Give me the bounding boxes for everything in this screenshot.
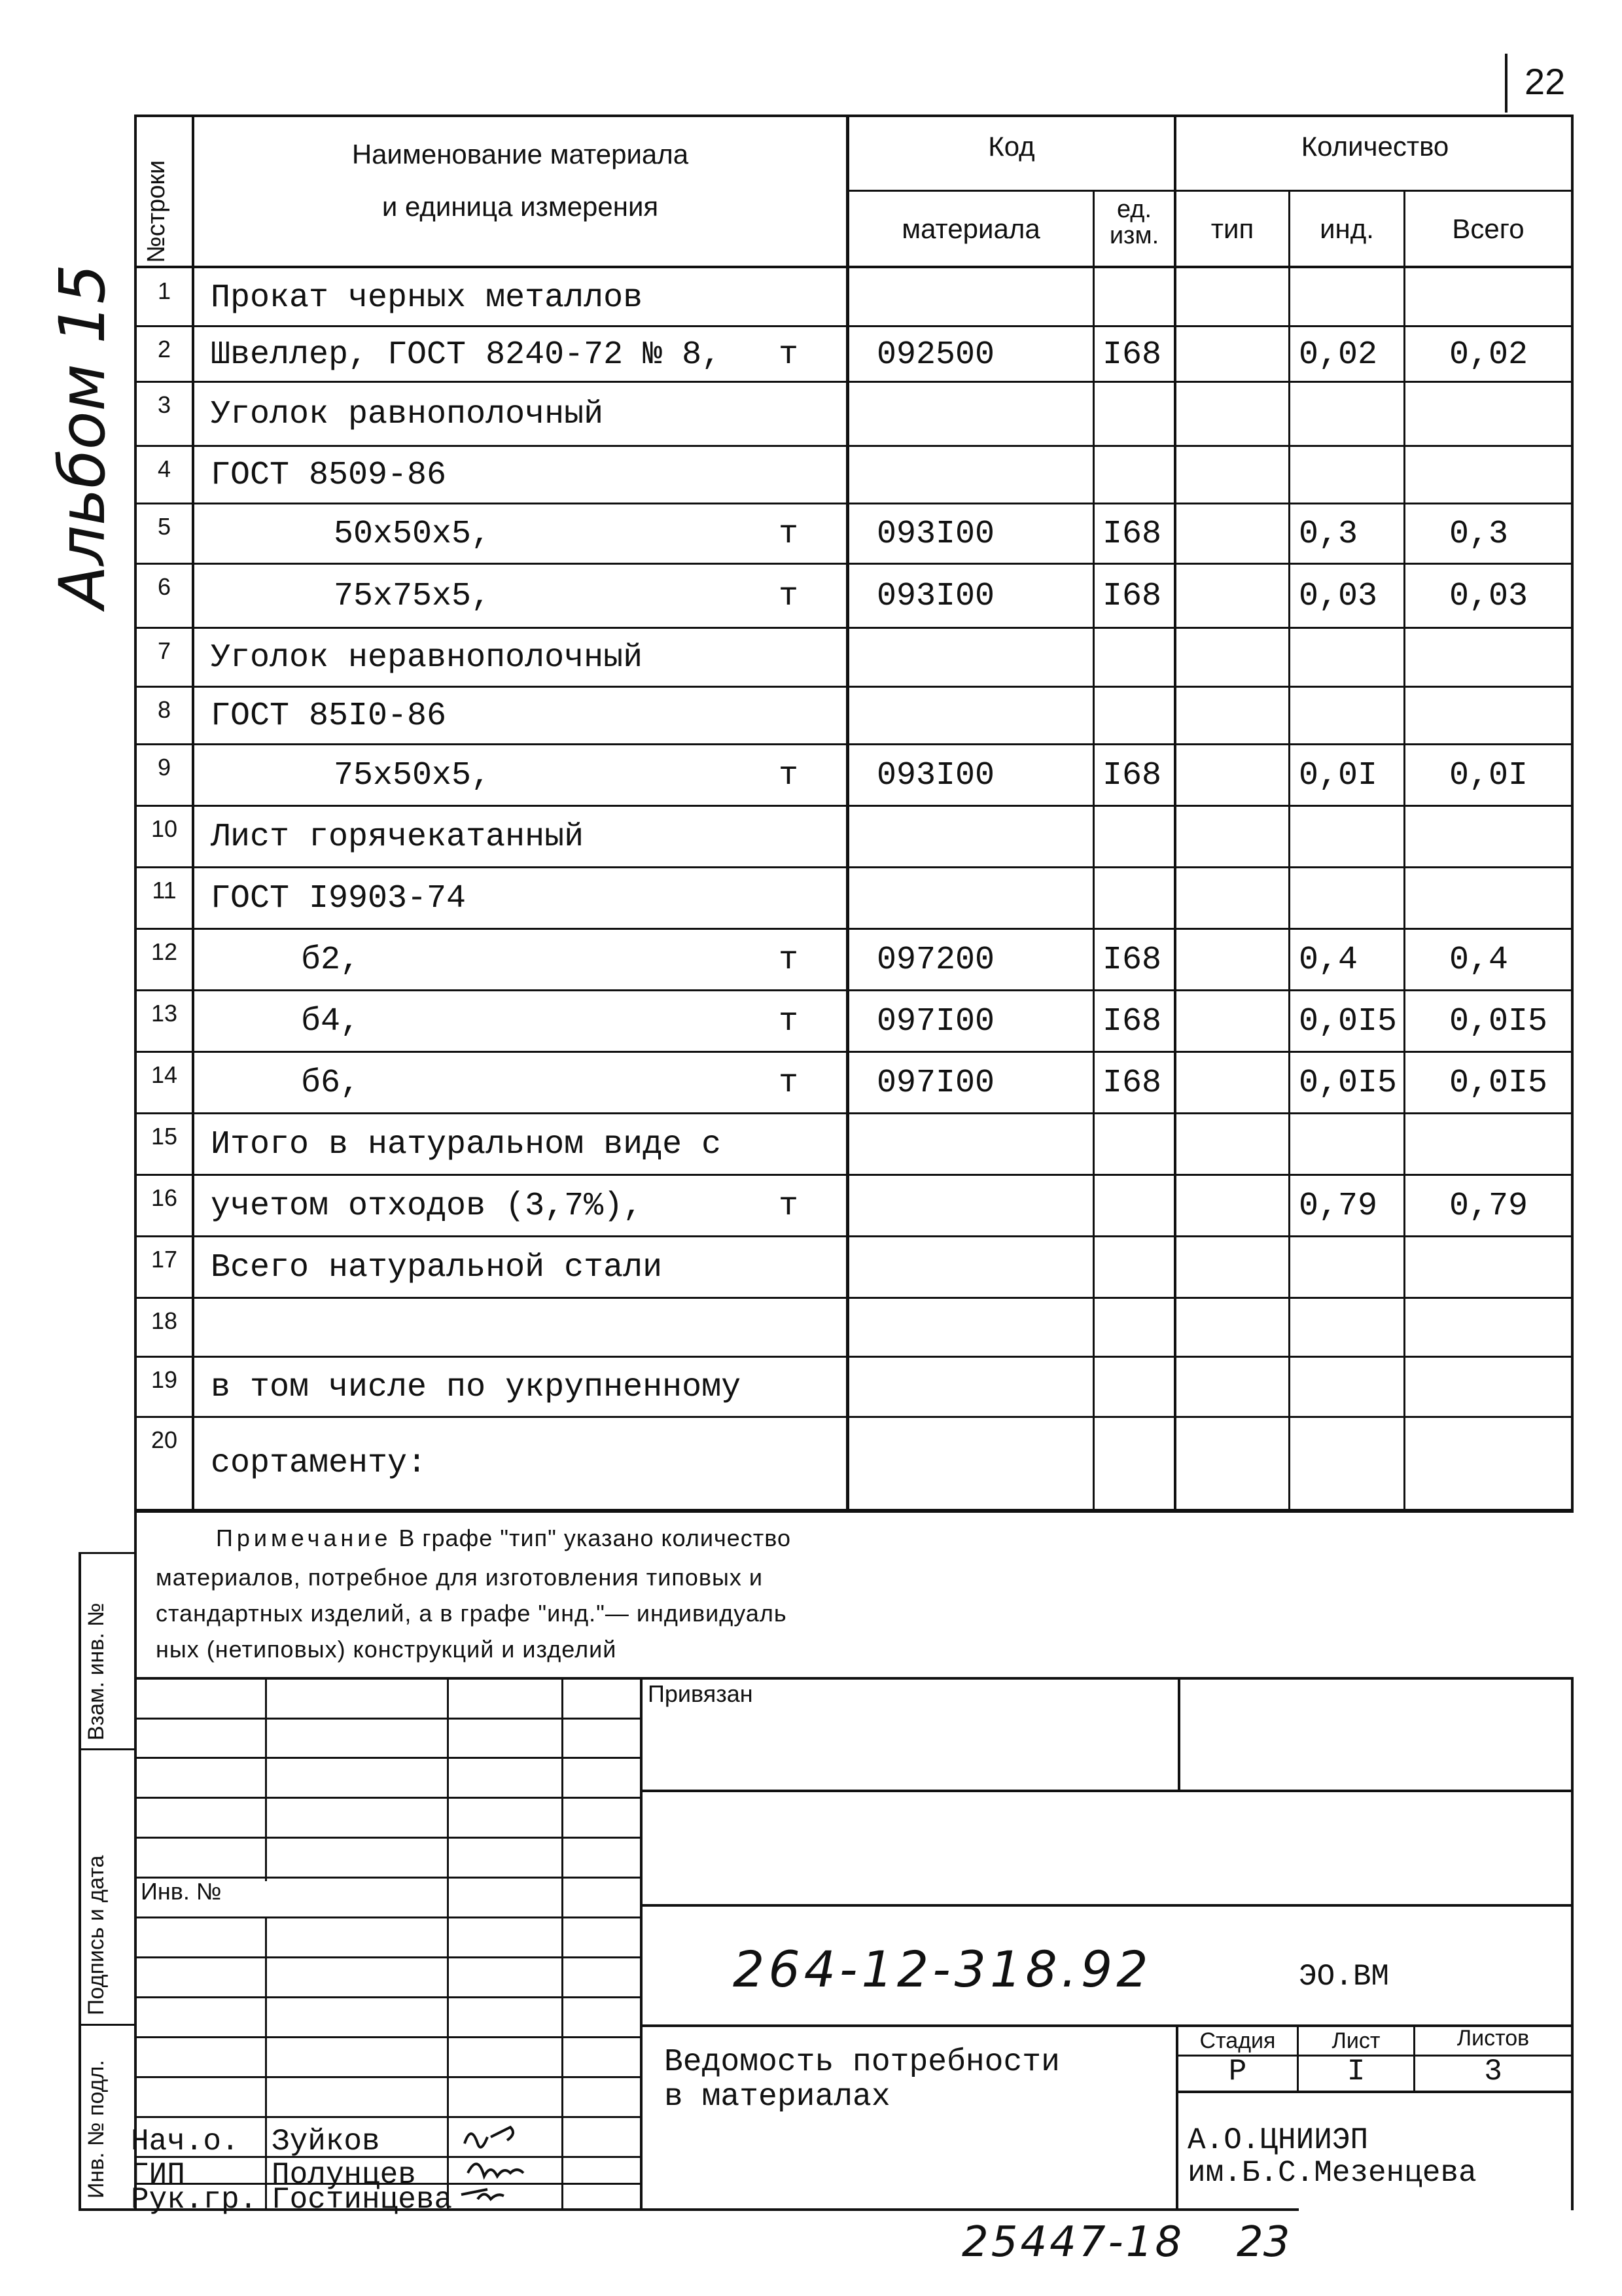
unit-label: т [779, 757, 799, 794]
document-code: ЭО.ВМ [1299, 1960, 1390, 1994]
qty-ind: 0,0I5 [1299, 1003, 1398, 1040]
code-header: Код [988, 131, 1035, 162]
role-3: Рук.гр. [131, 2183, 258, 2217]
row-divider [134, 805, 1574, 807]
footer-page: 23 [1237, 2218, 1290, 2267]
row-number: 6 [157, 573, 171, 600]
material-name: сортаменту: [211, 1445, 427, 1482]
row-number: 20 [150, 1426, 178, 1453]
name-3: Гостинцева [272, 2183, 453, 2217]
row-number: 14 [150, 1061, 178, 1088]
unit-label: т [779, 942, 799, 979]
album-handwriting: Альбом 15 [46, 264, 119, 609]
row-divider [134, 325, 1574, 327]
material-name: ГОСТ 85I0-86 [211, 698, 447, 735]
material-code: 093I00 [877, 516, 995, 553]
material-name: Уголок равнополочный [211, 396, 604, 433]
qty-type-header: тип [1210, 213, 1254, 244]
sheets-label: Листов [1456, 2026, 1530, 2051]
unit-label: т [779, 1065, 799, 1102]
unit-code: I68 [1102, 578, 1162, 615]
unit-code: I68 [1102, 1065, 1162, 1102]
unit-code: I68 [1102, 942, 1162, 979]
material-name: 75x50x5, [334, 757, 491, 794]
note-lead: Примечание [216, 1525, 392, 1551]
sheet-label: Лист [1331, 2028, 1381, 2053]
stage-value: Р [1228, 2055, 1247, 2089]
material-code: 097I00 [877, 1003, 995, 1040]
row-divider [134, 1297, 1574, 1299]
row-number: 11 [152, 877, 177, 904]
organization-line1: А.О.ЦНИИЭП [1188, 2123, 1369, 2157]
material-name: Швеллер, ГОСТ 8240-72 № 8, [211, 336, 722, 374]
material-name: б2, [301, 942, 361, 979]
row-divider [134, 686, 1574, 688]
row-number: 4 [157, 455, 171, 482]
vzam-inv-label: Взам. инв. № [84, 1602, 109, 1740]
privyazan-label: Привязан [648, 1680, 753, 1707]
unit-code: I68 [1102, 336, 1162, 374]
material-code: 097I00 [877, 1065, 995, 1102]
name-header-line2: и единица измерения [381, 191, 659, 222]
row-number: 16 [150, 1184, 178, 1211]
material-code: 093I00 [877, 757, 995, 794]
unit-label: т [779, 336, 799, 374]
qty-ind: 0,03 [1299, 578, 1378, 615]
sheet-value: I [1347, 2055, 1366, 2089]
material-name: ГОСТ I9903-74 [211, 880, 467, 917]
signatures-drawing [458, 2117, 563, 2209]
role-2: ГИП [131, 2158, 185, 2192]
note-line1 [216, 1525, 791, 1552]
note-text1: В графе "тип" указано количество [398, 1525, 791, 1551]
row-number-header: №строки [143, 160, 170, 263]
unit-label: т [779, 1188, 799, 1225]
qty-total: 0,0I [1449, 757, 1528, 794]
code-unit-header-line2: изм. [1109, 222, 1159, 249]
qty-ind: 0,79 [1299, 1188, 1378, 1225]
qty-total: 0,3 [1449, 516, 1509, 553]
material-name: 75x75x5, [334, 578, 491, 615]
qty-total: 0,0I5 [1449, 1065, 1548, 1102]
qty-total: 0,79 [1449, 1188, 1528, 1225]
row-number: 15 [150, 1123, 178, 1150]
qty-ind: 0,0I5 [1299, 1065, 1398, 1102]
note-line3: стандартных изделий, а в графе "инд."— индивидуаль [156, 1600, 787, 1627]
inv-podl-label: Инв. № подл. [84, 2060, 109, 2199]
note-line4: ных (нетиповых) конструкций и изделий [156, 1636, 617, 1663]
code-material-header: материала [902, 213, 1040, 244]
qty-ind: 0,02 [1299, 336, 1378, 374]
qty-total-header: Всего [1452, 213, 1525, 244]
row-divider [134, 1356, 1574, 1358]
row-number: 5 [157, 513, 171, 540]
row-divider [134, 445, 1574, 447]
row-divider [134, 503, 1574, 504]
row-number: 1 [157, 277, 171, 304]
row-number: 7 [157, 637, 171, 664]
material-name: Лист горячекатанный [211, 819, 584, 856]
row-divider [134, 1416, 1574, 1418]
page-number: 22 [1525, 61, 1566, 102]
material-name: в том числе по укрупненному [211, 1369, 741, 1406]
row-number: 2 [157, 336, 171, 362]
row-divider [134, 743, 1574, 745]
note-line2: материалов, потребное для изготовления типовых и [156, 1564, 764, 1591]
unit-label: т [779, 1003, 799, 1040]
document-title-line1: Ведомость потребности [664, 2045, 1060, 2080]
unit-label: т [779, 578, 799, 615]
row-number: 19 [150, 1366, 178, 1393]
row-number: 13 [150, 1000, 178, 1027]
qty-ind: 0,0I [1299, 757, 1378, 794]
row-number: 10 [150, 815, 178, 842]
inv-no-label: Инв. № [141, 1878, 222, 1905]
row-number: 8 [157, 696, 171, 723]
material-name: Уголок неравнополочный [211, 639, 643, 677]
unit-code: I68 [1102, 757, 1162, 794]
footer-number: 25447-18 [962, 2218, 1185, 2267]
qty-ind: 0,3 [1299, 516, 1358, 553]
organization-line2: им.Б.С.Мезенцева [1188, 2156, 1477, 2190]
qty-ind: 0,4 [1299, 942, 1358, 979]
document-title-line2: в материалах [664, 2079, 890, 2115]
row-number: 17 [150, 1246, 178, 1273]
row-divider [134, 1174, 1574, 1176]
row-number: 18 [150, 1307, 178, 1334]
signature-date-label: Подпись и дата [84, 1855, 109, 2015]
material-name: б4, [301, 1003, 361, 1040]
document-number: 264-12-318.92 [733, 1940, 1152, 1998]
row-divider [134, 381, 1574, 383]
row-divider [134, 563, 1574, 565]
unit-label: т [779, 516, 799, 553]
quantity-header: Количество [1301, 131, 1449, 162]
code-unit-header-line1: ед. [1116, 196, 1152, 223]
row-number: 9 [157, 754, 171, 781]
qty-total: 0,03 [1449, 578, 1528, 615]
row-number: 12 [150, 938, 178, 965]
stage-label: Стадия [1199, 2028, 1276, 2053]
qty-ind-header: инд. [1320, 213, 1374, 244]
material-code: 093I00 [877, 578, 995, 615]
material-name: Всего натуральной стали [211, 1249, 663, 1286]
name-2: Полунцев [272, 2158, 416, 2192]
material-name: Итого в натуральном виде с [211, 1126, 722, 1163]
name-1: Зуйков [272, 2125, 380, 2159]
unit-code: I68 [1102, 516, 1162, 553]
material-code: 097200 [877, 942, 995, 979]
name-header-line1: Наименование материала [351, 139, 689, 169]
row-divider [134, 1051, 1574, 1053]
qty-total: 0,0I5 [1449, 1003, 1548, 1040]
material-code: 092500 [877, 336, 995, 374]
material-name: б6, [301, 1065, 361, 1102]
row-number: 3 [157, 391, 171, 418]
material-name: Прокат черных металлов [211, 279, 643, 317]
qty-total: 0,02 [1449, 336, 1528, 374]
row-divider [134, 989, 1574, 991]
material-name: ГОСТ 8509-86 [211, 457, 447, 494]
material-name: учетом отходов (3,7%), [211, 1188, 643, 1225]
unit-code: I68 [1102, 1003, 1162, 1040]
code-unit-header [1095, 196, 1174, 249]
sheets-value: 3 [1484, 2055, 1502, 2089]
row-divider [134, 1235, 1574, 1237]
qty-total: 0,4 [1449, 942, 1509, 979]
row-divider [134, 1112, 1574, 1114]
row-divider [134, 627, 1574, 629]
material-name: 50x50x5, [334, 516, 491, 553]
role-1: Нач.о. [131, 2125, 239, 2159]
row-divider [134, 866, 1574, 868]
row-divider [134, 928, 1574, 930]
